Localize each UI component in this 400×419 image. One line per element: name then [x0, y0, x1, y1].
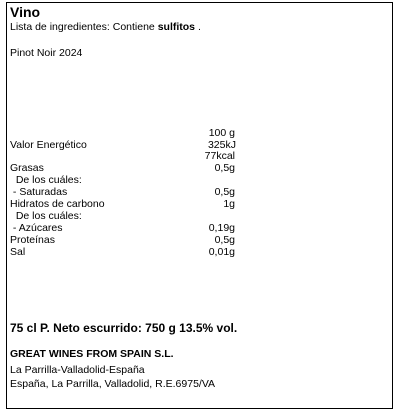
company-address-line-1: La Parrilla-Valladolid-España: [10, 364, 145, 376]
nutrition-row-label: Grasas: [10, 162, 44, 174]
nutrition-row-value: 1g: [223, 198, 235, 210]
energy-kj-value: 325kJ: [207, 139, 236, 151]
nutrition-row-value: 0,19g: [208, 222, 235, 234]
ingredients-suffix: .: [195, 21, 201, 33]
nutrition-row-value: 0,5g: [214, 162, 235, 174]
energy-kcal-value: 77kcal: [204, 150, 235, 162]
volume-weight-abv: 75 cl P. Neto escurrido: 750 g 13.5% vol.: [10, 321, 238, 335]
nutrition-row-value: 0,5g: [214, 234, 235, 246]
wine-variety: Pinot Noir 2024: [10, 47, 83, 59]
allergen-sulfitos: sulfitos: [157, 21, 196, 33]
nutrition-row-label: Proteínas: [10, 234, 55, 246]
energy-label: Valor Energético: [10, 139, 87, 151]
nutrition-row-label: - Saturadas: [10, 186, 68, 198]
nutrition-row-label: Sal: [10, 246, 26, 258]
ingredients-list: [10, 21, 201, 33]
nutrition-row-value: 0,01g: [208, 246, 235, 258]
nutrition-row-value: 0,5g: [214, 186, 235, 198]
nutrition-per-amount: 100 g: [208, 127, 235, 139]
company-address-line-2: España, La Parrilla, Valladolid, R.E.6975/VA: [10, 378, 216, 390]
company-name: GREAT WINES FROM SPAIN S.L.: [10, 348, 174, 360]
nutrition-row-label: Hidratos de carbono: [10, 198, 105, 210]
nutrition-row-label: De los cuáles:: [10, 210, 82, 222]
nutrition-row-label: - Azúcares: [10, 222, 63, 234]
product-title: Vino: [10, 4, 41, 20]
nutrition-row-label: De los cuáles:: [10, 174, 82, 186]
ingredients-prefix: Lista de ingredientes: Contiene: [10, 21, 158, 33]
